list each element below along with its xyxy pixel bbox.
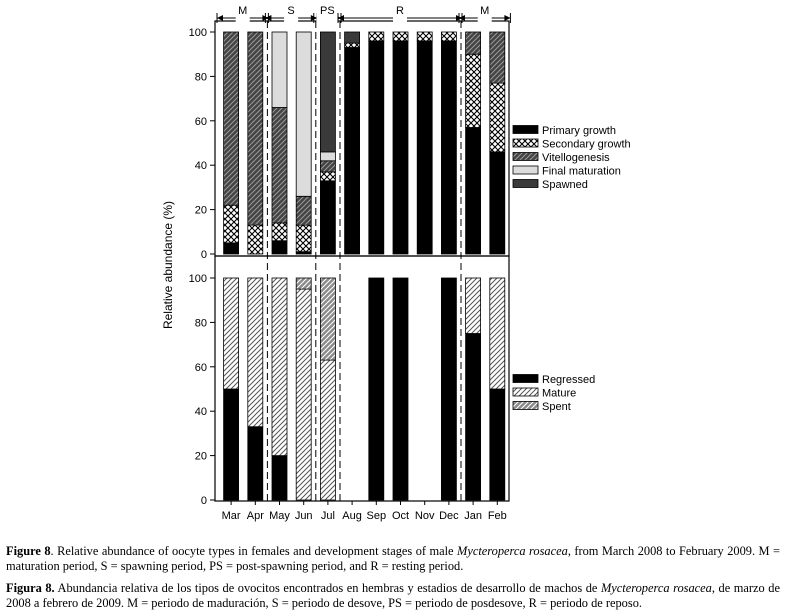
y-axis-label: Relative abundance (%): [161, 200, 175, 330]
bar-segment-females-finalmat-jul: [320, 152, 335, 161]
bar-segment-females-primary-mar: [224, 243, 239, 254]
bar-segment-females-primary-jul: [320, 181, 335, 254]
legend-label-vitello: Vitellogenesis: [542, 152, 610, 164]
caption-es-text-1: Abundancia relativa de los tipos de ovocitos encontrados en hembras y estadios de desarrollo de machos de: [54, 581, 601, 595]
x-tick-label-mar: Mar: [221, 510, 241, 522]
x-tick-label-jan: Jan: [464, 510, 482, 522]
y-tick-label: 40: [194, 160, 207, 173]
bar-segment-males-regressed-may: [272, 456, 287, 500]
x-tick-label-jul: Jul: [320, 510, 335, 522]
x-tick-label-aug: Aug: [342, 510, 362, 522]
bar-segment-males-regressed-dec: [441, 278, 456, 500]
bar-segment-females-vitello-apr: [248, 32, 263, 225]
period-arrows: [217, 5, 510, 23]
y-tick-label: 80: [194, 71, 207, 84]
bar-segment-females-primary-may: [272, 241, 287, 254]
bar-segment-females-secondary-dec: [441, 32, 456, 41]
legend-swatch-vitello: [513, 153, 538, 161]
y-tick-label: 100: [188, 273, 207, 285]
bar-segment-males-mature-jun: [296, 289, 311, 500]
y-tick-label: 40: [194, 406, 207, 419]
period-label-s: S: [287, 5, 295, 17]
bar-segment-females-vitello-jan: [466, 32, 481, 54]
bar-segment-males-mature-jan: [466, 278, 481, 334]
bar-segment-males-mature-feb: [490, 278, 505, 389]
y-tick-label: 60: [194, 361, 207, 374]
bar-segment-females-secondary-nov: [417, 32, 432, 41]
male-legend: [513, 374, 595, 413]
bar-segment-females-spawned-aug: [345, 32, 360, 43]
bar-segment-females-secondary-apr: [248, 225, 263, 254]
bar-segment-males-regressed-apr: [248, 427, 263, 500]
bar-segment-females-secondary-mar: [224, 205, 239, 243]
bar-segment-females-finalmat-may: [272, 32, 287, 108]
bar-segment-females-primary-dec: [441, 41, 456, 254]
y-tick-label: 20: [194, 450, 207, 463]
bar-segment-females-spawned-jul: [320, 32, 335, 152]
bar-segment-females-vitello-jun: [296, 196, 311, 225]
legend-label-primary: Primary growth: [542, 125, 616, 137]
legend-label-spawned: Spawned: [542, 179, 588, 191]
bar-segment-males-regressed-feb: [490, 389, 505, 500]
bar-segment-males-spent-jul: [320, 278, 335, 360]
figure-caption-english: [6, 544, 780, 574]
figure-caption-spanish: [6, 581, 780, 611]
x-tick-label-feb: Feb: [487, 510, 507, 522]
legend-swatch-regressed: [513, 375, 538, 383]
y-tick-label: 20: [194, 204, 207, 217]
x-tick-label-oct: Oct: [391, 510, 410, 522]
bar-segment-males-regressed-mar: [224, 389, 239, 500]
legend-swatch-spent: [513, 402, 538, 410]
bar-segment-females-primary-nov: [417, 41, 432, 254]
bar-segment-females-primary-oct: [393, 41, 408, 254]
bar-segment-females-vitello-jul: [320, 161, 335, 172]
x-tick-label-nov: Nov: [414, 510, 435, 522]
y-tick-label: 60: [194, 115, 207, 128]
bar-segment-males-spent-jun: [296, 278, 311, 289]
bar-segment-females-secondary-jul: [320, 172, 335, 181]
caption-en-text-2: , from March 2008 to February 2009. M = maturation period, S = spawning period, PS = post-spawning period, and R = resting period.: [6, 544, 780, 573]
caption-es-text-2: , de marzo de 2008 a febrero de 2009. M = periodo de maduración, S = periodo de desove, PS = periodo de posdesove, R = periodo de reposo.: [6, 581, 780, 610]
bar-segment-females-primary-feb: [490, 152, 505, 254]
period-arrow-head-left: [217, 15, 223, 21]
period-label-ps: PS: [320, 5, 335, 17]
x-tick-label-jun: Jun: [294, 510, 313, 522]
period-label-m: M: [238, 5, 248, 17]
bar-segment-males-regressed-oct: [393, 278, 408, 500]
caption-en-label: Figure 8: [6, 544, 51, 558]
bar-segment-females-secondary-sep: [369, 32, 384, 41]
bar-segment-males-mature-may: [272, 278, 287, 456]
bar-segment-males-mature-apr: [248, 278, 263, 427]
bar-segment-females-vitello-feb: [490, 32, 505, 83]
legend-label-finalmat: Final maturation: [542, 165, 621, 178]
caption-es-species: Mycteroperca rosacea: [600, 581, 712, 595]
legend-swatch-mature: [513, 388, 538, 396]
bar-segment-females-finalmat-jun: [296, 32, 311, 196]
x-tick-label-apr: Apr: [246, 510, 264, 522]
x-tick-label-sep: Sep: [366, 510, 387, 522]
legend-swatch-primary: [513, 126, 538, 134]
bar-segment-males-mature-mar: [224, 278, 239, 389]
bar-segment-females-primary-jun: [296, 252, 311, 254]
legend-swatch-secondary: [513, 139, 538, 147]
female-legend: [513, 125, 631, 191]
x-tick-label-dec: Dec: [439, 510, 459, 522]
period-arrow-head-right: [504, 15, 510, 21]
bar-segment-females-primary-aug: [345, 48, 360, 255]
y-tick-label: 100: [188, 27, 207, 39]
legend-swatch-spawned: [513, 180, 538, 188]
top-panel-bars: [224, 32, 505, 254]
caption-en-text-1: . Relative abundance of oocyte types in females and development stages of male: [50, 544, 458, 558]
bar-segment-males-regressed-sep: [369, 278, 384, 500]
bar-segment-females-secondary-oct: [393, 32, 408, 41]
legend-label-spent: Spent: [542, 401, 571, 413]
bar-segment-females-vitello-mar: [224, 32, 239, 205]
legend-swatch-finalmat: [513, 166, 538, 174]
bar-segment-females-secondary-aug: [345, 43, 360, 47]
top-panel-y-ticks: [189, 27, 215, 261]
period-label-r: R: [396, 5, 404, 17]
legend-label-regressed: Regressed: [542, 374, 596, 386]
period-label-m: M: [480, 5, 490, 17]
bar-segment-females-secondary-may: [272, 223, 287, 241]
x-axis-tick-labels: [222, 501, 507, 522]
y-tick-label: 80: [194, 317, 207, 330]
bar-segment-females-primary-jan: [466, 128, 481, 255]
caption-en-species: Mycteroperca rosacea: [457, 544, 568, 558]
bottom-panel-bars: [224, 278, 505, 500]
y-tick-label: 0: [200, 249, 207, 261]
bar-segment-females-secondary-jan: [466, 54, 481, 127]
bar-segment-females-vitello-may: [272, 108, 287, 223]
y-tick-label: 0: [200, 495, 207, 507]
legend-label-secondary: Secondary growth: [542, 138, 631, 151]
bar-segment-females-secondary-jun: [296, 225, 311, 252]
caption-es-label: Figura 8.: [6, 581, 55, 595]
legend-label-mature: Mature: [542, 387, 577, 400]
bar-segment-females-primary-sep: [369, 41, 384, 254]
bottom-panel-y-ticks: [189, 273, 215, 507]
x-tick-label-may: May: [269, 510, 290, 522]
bar-segment-females-secondary-feb: [490, 83, 505, 152]
bar-segment-males-regressed-jan: [466, 334, 481, 501]
bar-segment-males-mature-jul: [320, 360, 335, 500]
